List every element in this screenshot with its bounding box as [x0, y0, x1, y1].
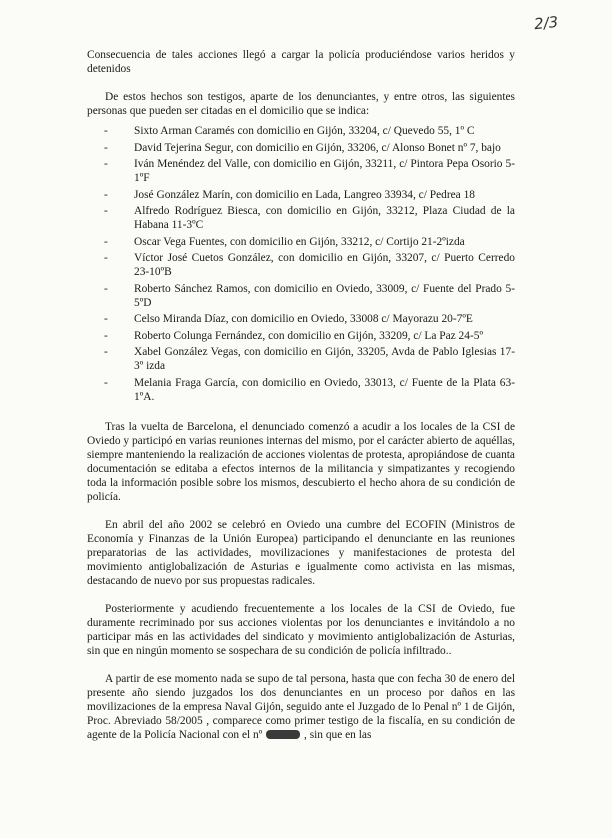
bullet-dash: -	[104, 313, 108, 325]
list-item: - Sixto Arman Caramés con domicilio en Gijón, 33204, c/ Quevedo 55, 1º C	[104, 125, 475, 137]
page-number: 2/3	[533, 12, 560, 34]
list-item: - Víctor José Cuetos González, con domicilio en Gijón, 33207, c/ Puerto Cerredo 23-10ºB	[104, 252, 515, 278]
witness-list	[87, 124, 515, 404]
list-item: - Iván Menéndez del Valle, con domicilio en Gijón, 33211, c/ Pintora Pepa Osorio 5-1ºF	[104, 158, 515, 184]
bullet-dash: -	[104, 282, 108, 295]
bullet-dash: -	[104, 125, 108, 137]
final-paragraph-text: A partir de ese momento nada se supo de tal persona, hasta que con fecha 30 de enero del presente año siendo juzgados los dos denunciantes en un proceso por daños en las movilizaciones de la empresa Naval Gijón, seguido ante el Juzgado de lo Penal nº 1 de Gijón, Proc. Abreviado 58/2005 , comparece como primer testigo de la fiscalía, en su condición de agente de la Policía Nacional con el nº	[87, 673, 515, 741]
intro-paragraph: Consecuencia de tales acciones llegó a cargar la policía produciéndose varios heridos y detenidos	[87, 49, 515, 75]
list-item: - Melania Fraga García, con domicilio en Oviedo, 33013, c/ Fuente de la Plata 63-1ºA.	[104, 376, 515, 403]
witness-intro-paragraph: De estos hechos son testigos, aparte de los denunciantes, y entre otros, las siguientes personas que pueden ser citadas en el domicilio que se indica:	[87, 91, 515, 117]
bullet-dash: -	[104, 205, 108, 217]
final-paragraph-tail: , sin que en las	[304, 729, 372, 741]
list-item: - David Tejerina Segur, con domicilio en Gijón, 33206, c/ Alonso Bonet nº 7, bajo	[104, 141, 501, 154]
bullet-dash: -	[104, 252, 108, 264]
bullet-dash: -	[104, 329, 108, 342]
list-item: - Roberto Colunga Fernández, con domicilio en Gijón, 33209, c/ La Paz 24-5º	[104, 329, 483, 342]
redaction-mark	[266, 730, 300, 739]
document-body	[87, 48, 515, 742]
bullet-dash: -	[104, 346, 108, 358]
bullet-dash: -	[104, 141, 108, 154]
posteriormente-paragraph: Posteriormente y acudiendo frecuentemente a los locales de la CSI de Oviedo, fue duramente recriminado por sus acciones violentas por los denunciantes e invitándolo a no participar más en las actividades del sindicato y movimiento antiglobalización de Asturias, sin que en ningún momento se sospechara de su condición de policía infiltrado..	[87, 603, 515, 657]
ecofin-paragraph: En abril del año 2002 se celebró en Oviedo una cumbre del ECOFIN (Ministros de Economía y Finanzas de la Unión Europea) participando el denunciante en las reuniones preparatorias de las actividades, movilizaciones y manifestaciones de protesta del movimiento antiglobalización de Asturias e igualmente como activista en las mismas, destacando de nuevo por sus propuestas radicales.	[87, 519, 515, 587]
bullet-dash: -	[104, 188, 108, 201]
list-item: - Alfredo Rodríguez Biesca, con domicilio en Gijón, 33212, Plaza Ciudad de la Habana 11-3ºC	[104, 205, 515, 231]
bullet-dash: -	[104, 376, 108, 389]
list-item: - Celso Miranda Díaz, con domicilio en Oviedo, 33008 c/ Mayorazu 20-7ºE	[104, 313, 473, 325]
list-item: - José González Marín, con domicilio en Lada, Langreo 33934, c/ Pedrea 18	[104, 188, 475, 201]
final-paragraph	[87, 672, 515, 742]
list-item: - Roberto Sánchez Ramos, con domicilio en Oviedo, 33009, c/ Fuente del Prado 5-5ºD	[104, 282, 515, 309]
bullet-dash: -	[104, 158, 108, 170]
list-item: - Oscar Vega Fuentes, con domicilio en Gijón, 33212, c/ Cortijo 21-2ºizda	[104, 235, 465, 248]
list-item: - Xabel González Vegas, con domicilio en Gijón, 33205, Avda de Pablo Iglesias 17-3º izda	[104, 346, 515, 372]
barcelona-paragraph: Tras la vuelta de Barcelona, el denunciado comenzó a acudir a los locales de la CSI de Oviedo y participó en varias reuniones internas del mismo, por el carácter abierto de aquéllas, siempre manteniendo la realización de acciones violentas de protesta, apropiándose de cuanta documentación se editaba a efectos internos de la militancia y simpatizantes y recogiendo toda la información posible sobre los mismos, descubierto el hecho ahora de su condición de policía.	[87, 421, 515, 503]
bullet-dash: -	[104, 235, 108, 248]
